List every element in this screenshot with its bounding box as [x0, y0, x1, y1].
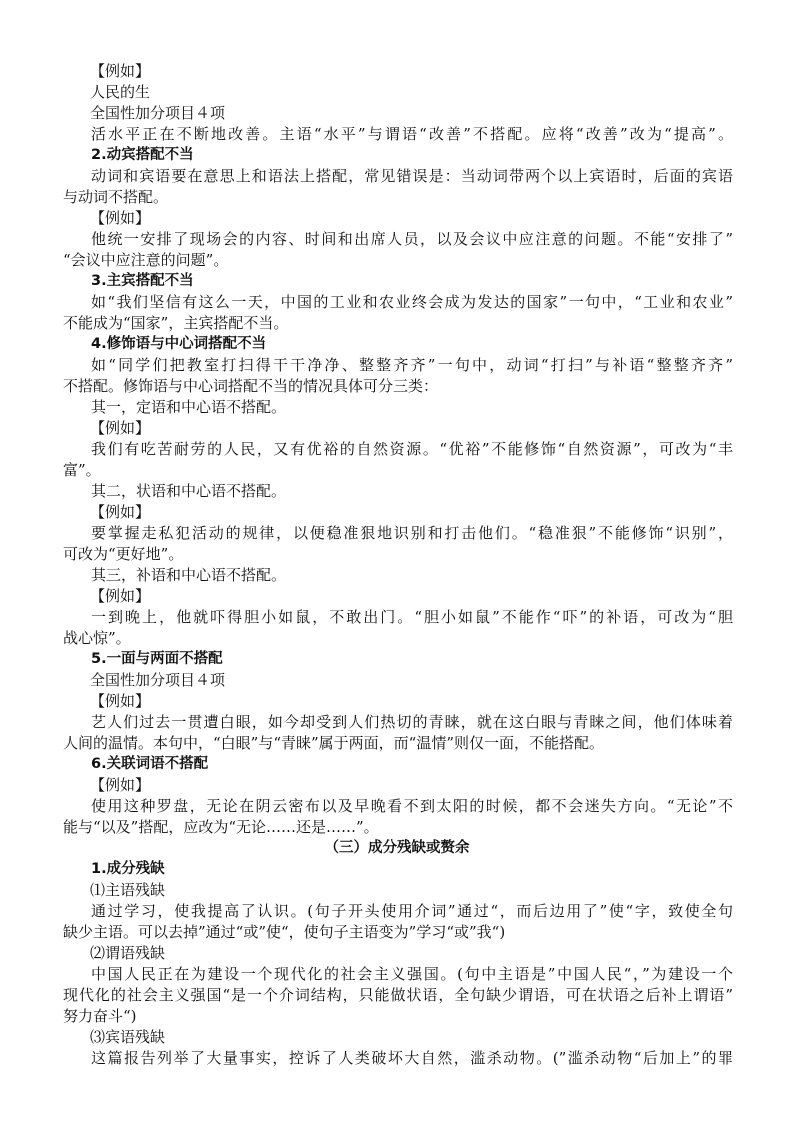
body-text: 不能成为“国家”，主宾搭配不当。 — [63, 314, 289, 332]
body-text: 他统一安排了现场会的内容、时间和出席人员，以及会议中应注意的问题。不能“安排了” — [91, 230, 733, 248]
watermark-text: 全国性加分项目４项 — [90, 671, 226, 689]
body-text: 通过学习，使我提高了认识。(句子开头使用介词”通过“，而后边用了”使“字，致使全句 — [91, 902, 733, 920]
body-text: 其一，定语和中心语不搭配。 — [91, 398, 287, 416]
subsection-heading: ⑴主语残缺 — [90, 881, 166, 899]
example-label: 【例如】 — [90, 587, 151, 605]
body-text: 我们有吃苦耐劳的人民，又有优裕的自然资源。“优裕”不能修饰“自然资源”，可改为“丰 — [91, 440, 733, 458]
body-text: 这篇报告列举了大量事实，控诉了人类破坏大自然，滥杀动物。(”滥杀动物“后加上”的罪 — [91, 1049, 733, 1067]
body-text: 艺人们过去一贯遭白眼，如今却受到人们热切的青睐，就在这白眼与青睐之间，他们体味着 — [91, 713, 733, 731]
body-text: 如“同学们把教室打扫得干干净净、整整齐齐”一句中，动词“打扫”与补语“整整齐齐” — [91, 356, 733, 374]
body-text: 动词和宾语要在意思上和语法上搭配，常见错误是：当动词带两个以上宾语时，后面的宾语 — [91, 167, 733, 185]
body-text: 缺少主语。可以去掉”通过“或”使“，使句子主语变为”学习“或”我“) — [63, 923, 506, 941]
body-text: 其三，补语和中心语不搭配。 — [91, 566, 287, 584]
body-text: 战心惊”。 — [63, 629, 131, 647]
body-text: 现代化的社会主义强国“是一个介词结构，只能做状语，全句缺少谓语，可在状语之后补上谓语” — [63, 986, 733, 1004]
example-label: 【例如】 — [90, 776, 151, 794]
example-label: 【例如】 — [90, 419, 151, 437]
section-heading: 5.一面与两面不搭配 — [91, 651, 223, 667]
section-title: （三）成分残缺或赘余 — [324, 840, 470, 856]
body-text: 人民的生 — [90, 83, 151, 101]
body-text: 活水平正在不断地改善。主语“水平”与谓语“改善”不搭配。应将“改善”改为“提高”。 — [91, 125, 733, 143]
body-text: 使用这种罗盘，无论在阴云密布以及早晚看不到太阳的时候，都不会迷失方向。“无论”不 — [91, 797, 733, 815]
section-heading: 2.动宾搭配不当 — [91, 147, 194, 163]
body-text: 不搭配。修饰语与中心词搭配不当的情况具体可分三类： — [63, 377, 439, 395]
body-text: 其二，状语和中心语不搭配。 — [91, 482, 287, 500]
body-text: 如“我们坚信有这么一天，中国的工业和农业终会成为发达的国家”一句中，“工业和农业” — [91, 293, 733, 311]
body-text: 中国人民正在为建设一个现代化的社会主义强国。(句中主语是”中国人民“，”为建设一个 — [91, 965, 733, 983]
body-text: 努力奋斗“) — [63, 1007, 137, 1025]
subsection-heading: ⑶宾语残缺 — [90, 1028, 166, 1046]
watermark-text: 全国性加分项目４项 — [90, 104, 226, 122]
body-text: “会议中应注意的问题”。 — [63, 251, 229, 269]
example-label: 【例如】 — [90, 62, 151, 80]
body-text: 富”。 — [63, 461, 101, 479]
section-heading: 1.成分残缺 — [91, 861, 165, 877]
example-label: 【例如】 — [90, 209, 151, 227]
body-text: 与动词不搭配。 — [63, 188, 169, 206]
section-heading: 4.修饰语与中心词搭配不当 — [91, 336, 267, 352]
body-text: 要掌握走私犯活动的规律，以便稳准狠地识别和打击他们。“稳准狠”不能修饰“识别”， — [91, 524, 733, 542]
section-heading: 6.关联词语不搭配 — [91, 756, 209, 772]
body-text: 人间的温情。本句中，“白眼”与“青睐”属于两面，而“温情”则仅一面，不能搭配。 — [63, 734, 605, 752]
example-label: 【例如】 — [90, 503, 151, 521]
section-heading: 3.主宾搭配不当 — [91, 273, 194, 289]
body-text: 一到晚上，他就吓得胆小如鼠，不敢出门。“胆小如鼠”不能作“吓”的补语，可改为“胆 — [91, 608, 733, 626]
subsection-heading: ⑵谓语残缺 — [90, 944, 166, 962]
example-label: 【例如】 — [90, 692, 151, 710]
body-text: 可改为“更好地”。 — [63, 545, 184, 563]
body-text: 能与“以及”搭配，应改为“无论……还是……”。 — [63, 818, 379, 836]
